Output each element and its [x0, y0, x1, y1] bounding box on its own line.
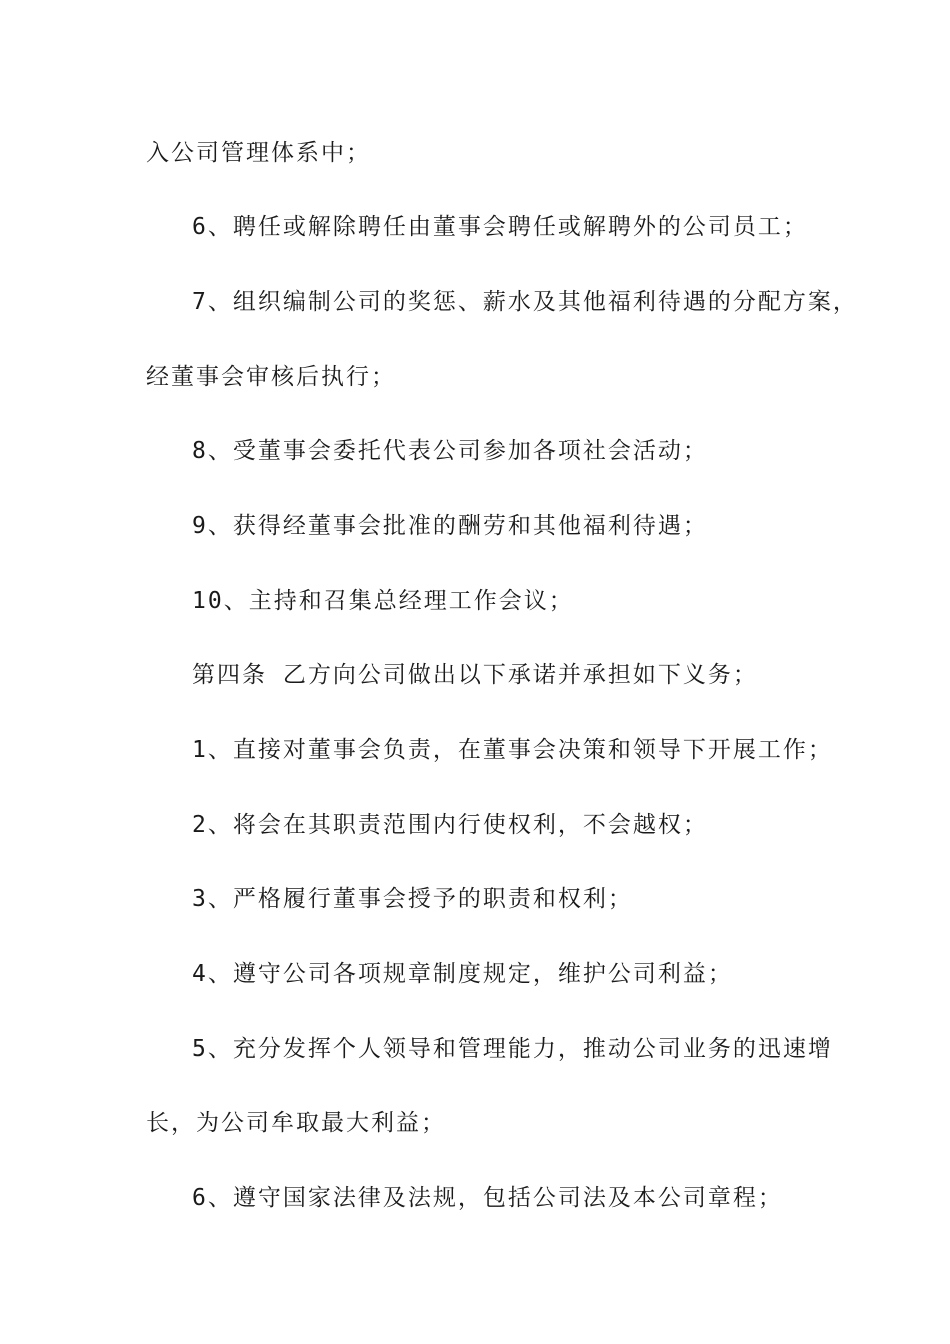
- text-line: 入公司管理体系中；: [146, 140, 371, 166]
- text-line: 8、受董事会委托代表公司参加各项社会活动；: [192, 438, 708, 464]
- text-line: 9、获得经董事会批准的酬劳和其他福利待遇；: [192, 513, 708, 539]
- text-line: 3、严格履行董事会授予的职责和权利；: [192, 886, 633, 912]
- text-line: 5、充分发挥个人领导和管理能力，推动公司业务的迅速增: [192, 1036, 833, 1062]
- text-line: 10、主持和召集总经理工作会议；: [192, 588, 574, 614]
- text-line: 第四条 乙方向公司做出以下承诺并承担如下义务；: [192, 662, 758, 688]
- text-line: 长，为公司牟取最大利益；: [146, 1110, 446, 1136]
- text-line: 7、组织编制公司的奖惩、薪水及其他福利待遇的分配方案，: [192, 289, 858, 315]
- text-line: 1、直接对董事会负责，在董事会决策和领导下开展工作；: [192, 737, 833, 763]
- text-line: 6、聘任或解除聘任由董事会聘任或解聘外的公司员工；: [192, 214, 808, 240]
- text-line: 4、遵守公司各项规章制度规定，维护公司利益；: [192, 961, 733, 987]
- text-line: 2、将会在其职责范围内行使权利，不会越权；: [192, 812, 708, 838]
- text-line: 经董事会审核后执行；: [146, 364, 396, 390]
- text-line: 6、遵守国家法律及法规，包括公司法及本公司章程；: [192, 1185, 783, 1211]
